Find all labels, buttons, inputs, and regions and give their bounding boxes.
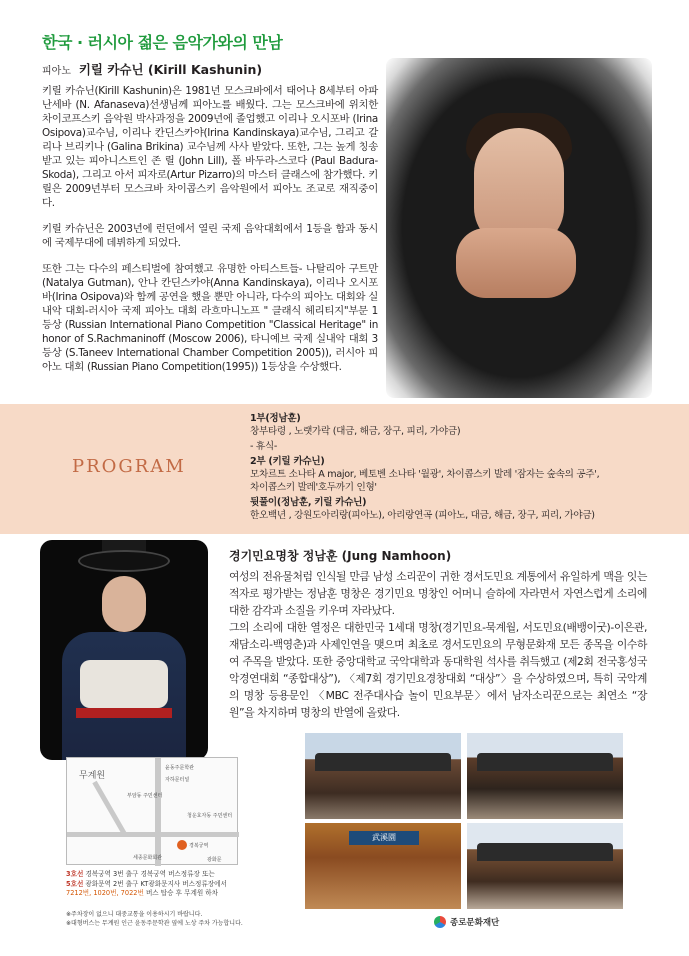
subway-line-5-tag: 5호선	[66, 879, 84, 888]
note-2: ※대형버스는 무계원 인근 윤동주문학관 옆에 노상 주차 가능합니다.	[66, 920, 243, 927]
program-part2-items: 모차르트 소나타 A major, 베토벤 소나타 '월광', 차이콥스키 발레 '잠자는 숲속의 공주',	[250, 469, 600, 480]
bio-paragraph-3: 또한 그는 다수의 페스티벌에 참여했고 유명한 아티스트들- 나탈리아 구트만(Natalya Gutman), 안나 칸딘스카야(Anna Kandinskaya), 이리나 오시포바(Irina Osipova)와 함께 공연을 했을 뿐만 아니라, 다수의 피아노 대회와 실내악 대회-러시아 국제 피아노 대회 라흐마니노프 " 클래식 헤리티지"부문 1등상 (Russian International Piano Competition "Classical Heritage" in honor of S.Rachmaninoff (Moscow 2006), 타니예브 국제 실내악 대회 3등상 (S.Taneev International Chamber Competition 2005)), 러시아 피아노 대회 (Russian Piano Competition(1995)) 1등상을 수상했다.	[42, 263, 378, 373]
foundation-emblem-icon	[434, 916, 446, 928]
singer-bio-paragraph-2: 그의 소리에 대한 열정은 대한민국 1세대 명창(경기민요-묵계월, 서도민요(배뱅이굿)-이은관, 재담소리-백영춘)과 사제인연을 맺으며 최초로 경서도민요의 무형문화재 모든 종목을 이수하여 주목을 받았다. 또한 중앙대학교 국악대학과 동대학원 석사를 취득했고 (제2회 전국홍성국악경연대회 “종합대상”), 〈제7회 경기민요경창대회 “대상”〉을 수상하였으며, 특히 국악계의 명창 등용문인 〈MBC 전주대사습 놀이 민요부문〉에서 남자소리꾼으로는 최연소 “장원”을 차지하며 명창의 반열에 올랐다.	[229, 621, 647, 719]
program-encore-heading: 뒷풀이(정남훈, 키릴 카슈닌)	[250, 497, 367, 508]
performer-bio	[42, 84, 378, 386]
venue-photo	[305, 733, 461, 819]
foundation-name: 종로문화재단	[450, 918, 500, 928]
program-part1-heading: 1부(정남훈)	[250, 413, 301, 424]
map-station-marker-icon	[177, 840, 187, 850]
gat-hat-brim	[78, 550, 170, 572]
venue-photo	[467, 733, 623, 819]
singer-heading: 경기민요명창 정남훈 (Jung Namhoon)	[229, 549, 452, 563]
singer-bio-paragraph-1: 여성의 전유물처럼 인식될 만큼 남성 소리꾼이 귀한 경서도민요 계통에서 유일하게 맥을 잇는 적자로 평가받는 정남훈 명창은 경기민요 명창인 어머니 슬하에 자라면서 자연스럽게 소리에 대한 감각과 소질을 키우며 자라났다.	[229, 570, 647, 617]
directions-text-1: 경복궁역 3번 출구 경복궁역 버스정류장 또는	[83, 870, 215, 878]
performer-role: 피아노	[42, 66, 71, 77]
singer-belt	[76, 708, 172, 718]
venue-photo-grid	[305, 733, 623, 909]
roof-shape	[315, 753, 451, 771]
performer-name: 키릴 카슈닌 (Kirill Kashunin)	[78, 62, 263, 77]
map-label: 부암동 주민센터	[127, 793, 163, 799]
singer-face	[102, 576, 146, 632]
roof-shape	[477, 753, 613, 771]
pianist-portrait	[386, 58, 652, 398]
directions-line-3	[66, 889, 306, 899]
directions-text-2: 광화문역 2번 출구 KT광화문지사 버스정류장에서	[83, 879, 227, 888]
parking-notes	[66, 910, 316, 928]
foundation-logo	[434, 916, 499, 928]
singer-portrait	[40, 540, 208, 760]
venue-photo	[467, 823, 623, 909]
program-encore-items: 한오백년 , 강원도아리랑(피아노), 아리랑연곡 (피아노, 대금, 해금, 장구, 피리, 가야금)	[250, 510, 595, 521]
directions-line-2	[66, 880, 306, 890]
program-intermission: - 휴식-	[250, 441, 278, 452]
program-list	[250, 412, 680, 522]
map-label: 경복궁역	[189, 843, 209, 849]
map-road-horizontal	[67, 832, 239, 837]
map-label: 윤동주문학관	[165, 765, 194, 771]
directions-text-3: 버스 탑승 후 무계원 하차	[143, 889, 219, 897]
program-part1-items: 창부타령 , 노랫가락 (대금, 해금, 장구, 피리, 가야금)	[250, 426, 461, 437]
directions-line-1	[66, 870, 306, 880]
subway-line-3-tag: 3호선	[66, 870, 84, 878]
program-section	[0, 404, 689, 534]
note-1: ※주차장이 없으니 대중교통을 이용하시기 바랍니다.	[66, 911, 203, 918]
map-label: 자하문터널	[165, 777, 190, 783]
performer-heading	[42, 60, 262, 78]
program-label: PROGRAM	[72, 456, 186, 477]
directions	[66, 870, 306, 899]
map-road-diagonal	[92, 781, 126, 835]
program-part2-items-cont: 차이콥스키 발레'호두까기 인형'	[250, 482, 377, 493]
singer-bio	[229, 568, 647, 721]
location-map	[66, 757, 238, 865]
singer-robe-inner	[80, 660, 168, 708]
map-venue-logo: 무계원	[79, 771, 106, 781]
bio-paragraph-2: 키릴 카슈닌은 2003년에 런던에서 열린 국제 음악대회에서 1등을 함과 동시에 국제무대에 데뷔하게 되었다.	[42, 223, 378, 249]
roof-shape	[477, 843, 613, 861]
program-part2-heading: 2부 (키릴 카슈닌)	[250, 456, 325, 467]
map-label: 세종문화회관	[133, 855, 162, 861]
page-title: 한국 · 러시아 젊은 음악가와의 만남	[42, 33, 283, 52]
map-label: 광화문	[207, 857, 222, 863]
portrait-hand	[456, 228, 576, 298]
map-road-vertical	[155, 758, 161, 866]
venue-gate-photo	[305, 823, 461, 909]
gate-sign: 武溪園	[349, 831, 419, 845]
bio-paragraph-1: 키릴 카슈닌(Kirill Kashunin)은 1981년 모스크바에서 태어나 8세부터 아파난세바 (N. Afanaseva)선생님께 피아노를 배웠다. 그는 모스크바에 위치한 차이코프스키 음악원 박사과정을 2009년에 졸업했고 이리나 오시포바 (Irina Osipova)교수님, 이리나 칸딘스카야(Irina Kandinskaya)교수님, 그리고 갈리나 브리키나 (Galina Brikina) 교수님께 사사 받았다. 또한, 그는 높게 칭송받고 있는 피아니스트인 존 릴 (John Lill), 폴 바두라-스코다 (Paul Badura-Skoda), 그리고 아서 피자로(Artur Pizarro)의 마스터 클래스에 참가했다. 키릴은 2009년부터 모스크바 차이콥스키 음악원에서 피아노 조교로 재직중이다.	[42, 85, 378, 209]
bus-numbers: 7212번, 1020번, 7022번	[66, 889, 144, 897]
map-label: 청운효자동 주민센터	[187, 813, 233, 819]
